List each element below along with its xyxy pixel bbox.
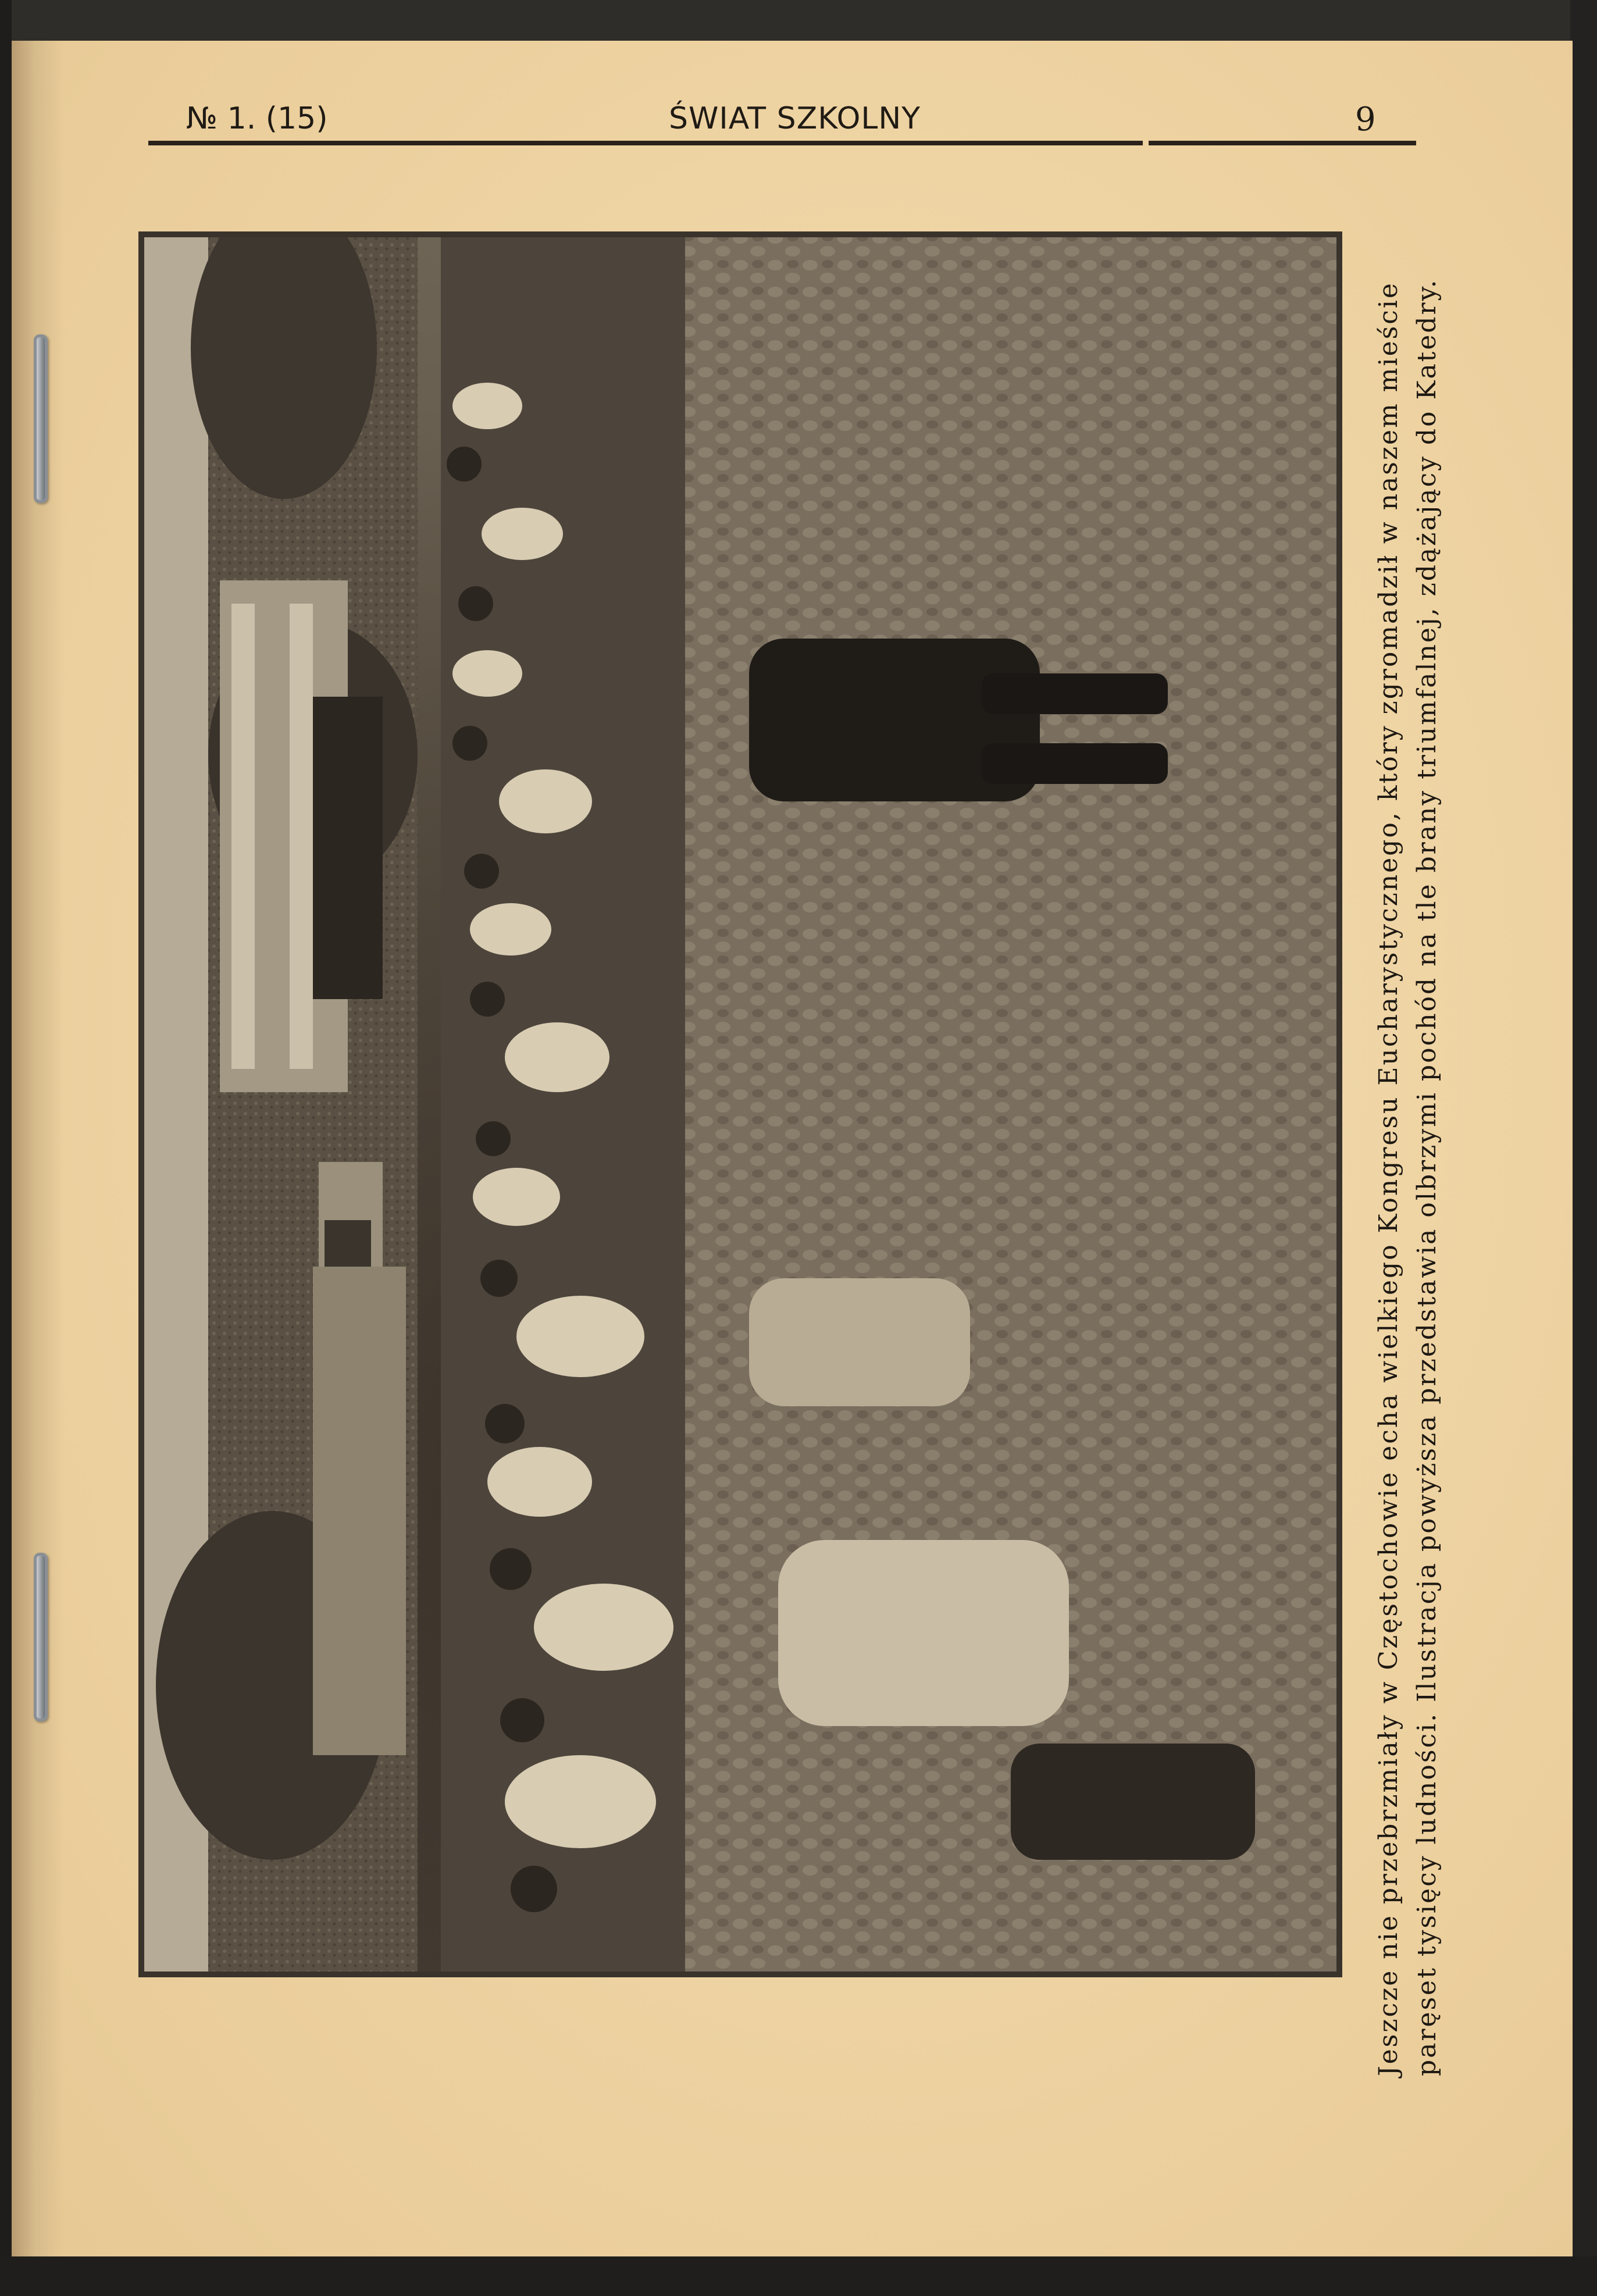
caption-line-1: Jeszcze nie przebrzmiały w Częstochowie echa wielkiego Kongresu Eucharystycznego, który zgromadził w naszem mieście: [1374, 281, 1403, 2076]
page-number: 9: [1355, 101, 1376, 138]
header-rule: [1149, 141, 1416, 145]
photo-caption: [1370, 215, 1446, 2076]
magazine-title: ŚWIAT SZKOLNY: [669, 101, 921, 136]
procession-photograph: [138, 231, 1342, 1977]
header-rule: [148, 141, 1143, 145]
photo-illustration: [138, 231, 1342, 1977]
scanner-edge-right: [1570, 0, 1597, 2296]
issue-number: № 1. (15): [186, 101, 328, 136]
scanner-edge-bottom: [0, 2256, 1597, 2296]
scanner-edge-left: [0, 0, 12, 2296]
caption-area: [1370, 221, 1457, 2082]
caption-line-2: paręset tysięcy ludności. Ilustracja powyższa przedstawia olbrzymi pochód na tle brany triumfalnej, zdążający do Katedry.: [1412, 278, 1442, 2076]
staple-icon: [34, 334, 48, 503]
staple-icon: [34, 1553, 48, 1721]
